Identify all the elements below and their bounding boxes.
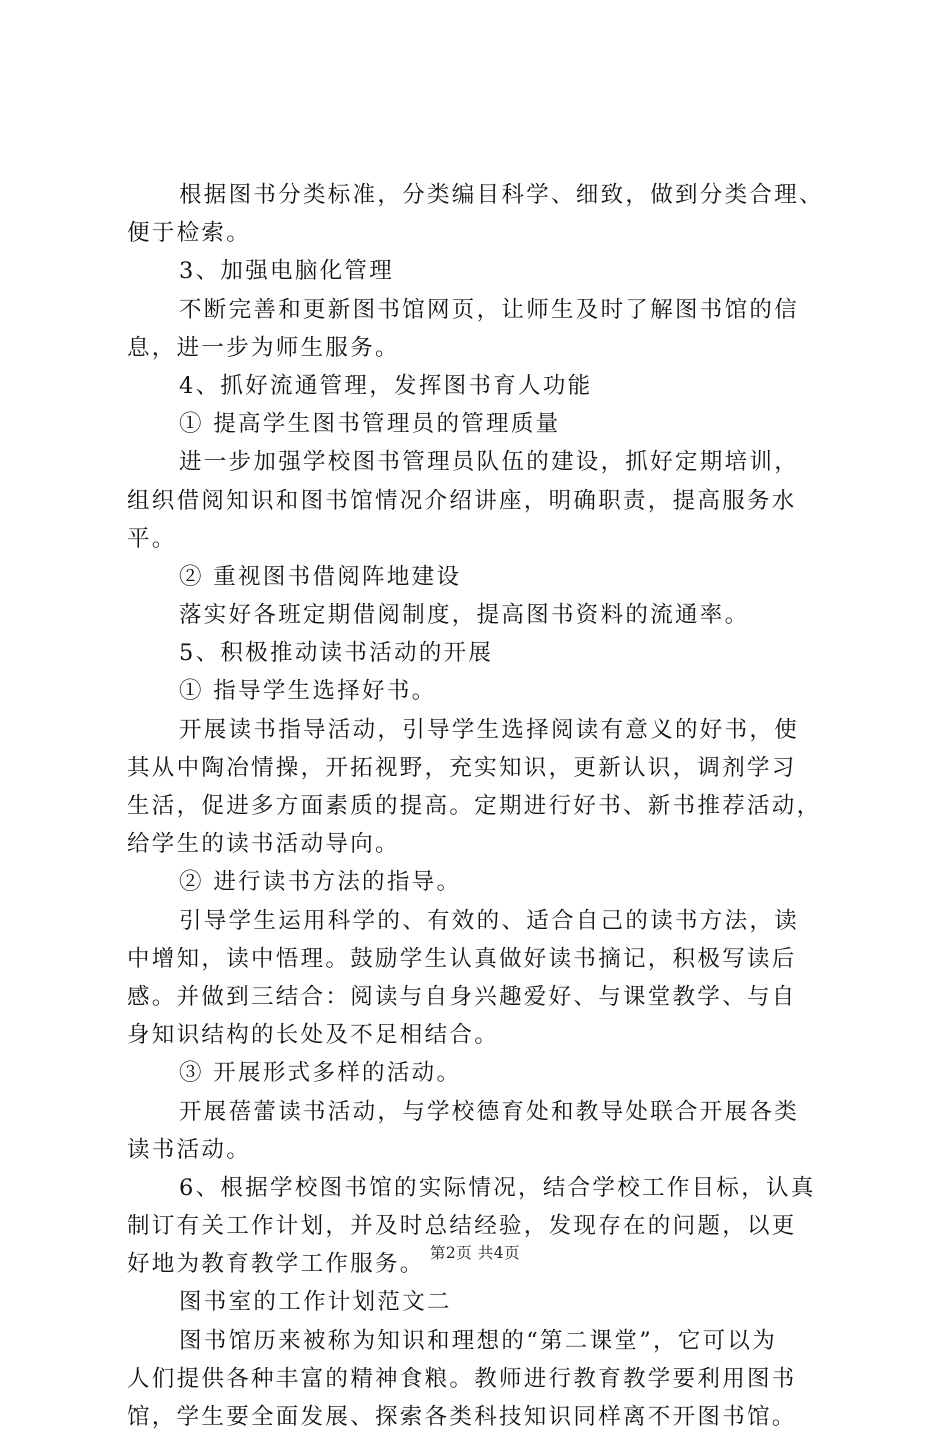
text-line: 其从中陶冶情操，开拓视野，充实知识，更新认识，调剂学习 <box>127 754 797 781</box>
section-heading: 3、加强电脑化管理 <box>179 258 395 285</box>
text-line: 平。 <box>127 525 177 552</box>
text-line: 感。并做到三结合：阅读与自身兴趣爱好、与课堂教学、与自 <box>127 983 797 1010</box>
subsection-heading: ② 进行读书方法的指导。 <box>179 869 462 896</box>
subsection-heading: ② 重视图书借阅阵地建设 <box>179 563 462 590</box>
section-heading: 5、积极推动读书活动的开展 <box>179 640 494 667</box>
subsection-heading: ③ 开展形式多样的活动。 <box>179 1060 462 1087</box>
text-line: 根据图书分类标准，分类编目科学、细致，做到分类合理、 <box>179 182 824 208</box>
subsection-heading: ① 指导学生选择好书。 <box>179 678 437 705</box>
text-line: 引导学生运用科学的、有效的、适合自己的读书方法，读 <box>179 907 800 934</box>
text-line: 开展蓓蕾读书活动，与学校德育处和教导处联合开展各类 <box>179 1098 800 1125</box>
text-line: 中增知，读中悟理。鼓励学生认真做好读书摘记，积极写读后 <box>127 945 797 972</box>
text-line: 人们提供各种丰富的精神食粮。教师进行教育教学要利用图书 <box>127 1365 797 1392</box>
text-line: 制订有关工作计划，并及时总结经验，发现存在的问题，以更 <box>127 1213 797 1240</box>
text-line: 好地为教育教学工作服务。 <box>127 1251 425 1278</box>
text-line: 不断完善和更新图书馆网页，让师生及时了解图书馆的信 <box>179 296 800 323</box>
text-line: 生活，促进多方面素质的提高。定期进行好书、新书推荐活动， <box>127 793 822 819</box>
text-line: 息，进一步为师生服务。 <box>127 334 400 361</box>
page-number-footer: 第2页 共4页 <box>429 1244 521 1262</box>
subsection-heading: ① 提高学生图书管理员的管理质量 <box>179 411 561 438</box>
section-heading: 6、根据学校图书馆的实际情况，结合学校工作目标，认真 <box>179 1174 816 1201</box>
text-line: 身知识结构的长处及不足相结合。 <box>127 1022 500 1049</box>
text-line: 馆，学生要全面发展、探索各类科技知识同样离不开图书馆。 <box>127 1404 797 1430</box>
text-line: 开展读书指导活动，引导学生选择阅读有意义的好书，使 <box>179 716 800 743</box>
text-line: 进一步加强学校图书管理员队伍的建设，抓好定期培训， <box>179 449 800 476</box>
text-line: 图书馆历来被称为知识和理想的“第二课堂”，它可以为 <box>179 1327 778 1354</box>
section-heading: 4、抓好流通管理，发挥图书育人功能 <box>179 372 593 399</box>
text-line: 给学生的读书活动导向。 <box>127 831 400 858</box>
text-line: 便于检索。 <box>127 220 252 247</box>
text-line: 落实好各班定期借阅制度，提高图书资料的流通率。 <box>179 602 750 629</box>
text-line: 读书活动。 <box>127 1136 252 1163</box>
document-subtitle: 图书室的工作计划范文二 <box>179 1289 452 1316</box>
text-line: 组织借阅知识和图书馆情况介绍讲座，明确职责，提高服务水 <box>127 487 797 514</box>
